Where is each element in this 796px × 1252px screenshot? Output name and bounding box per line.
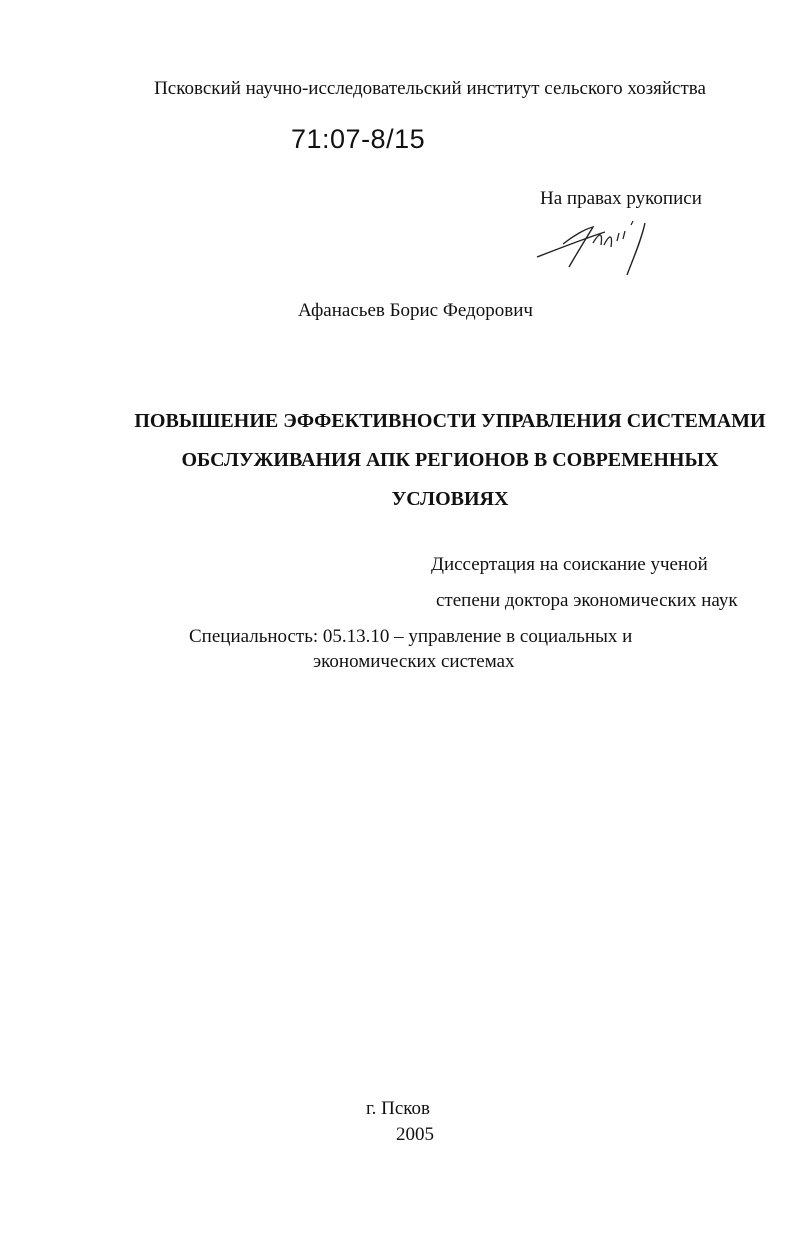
specialty-line-2: экономических системах (313, 651, 515, 672)
stamp-code: 71:07-8/15 (291, 124, 426, 154)
title-line-2: ОБСЛУЖИВАНИЯ АПК РЕГИОНОВ В СОВРЕМЕННЫХ (181, 449, 719, 471)
title-line-1: ПОВЫШЕНИЕ ЭФФЕКТИВНОСТИ УПРАВЛЕНИЯ СИСТЕМАМИ (134, 410, 766, 432)
city: г. Псков (365, 1098, 431, 1119)
specialty-line-1: Специальность: 05.13.10 – управление в социальных и (189, 626, 633, 647)
degree-line-1: Диссертация на соискание ученой (431, 554, 708, 575)
manuscript-rights-label: На правах рукописи (540, 188, 702, 209)
signature-image (533, 215, 663, 280)
title-line-3: УСЛОВИЯХ (391, 488, 509, 510)
year: 2005 (396, 1124, 434, 1145)
degree-line-2: степени доктора экономических наук (436, 590, 738, 611)
dissertation-title (120, 402, 780, 519)
institute-name: Псковский научно-исследовательский институт сельского хозяйства (154, 78, 706, 99)
author-name: Афанасьев Борис Федорович (298, 300, 533, 321)
